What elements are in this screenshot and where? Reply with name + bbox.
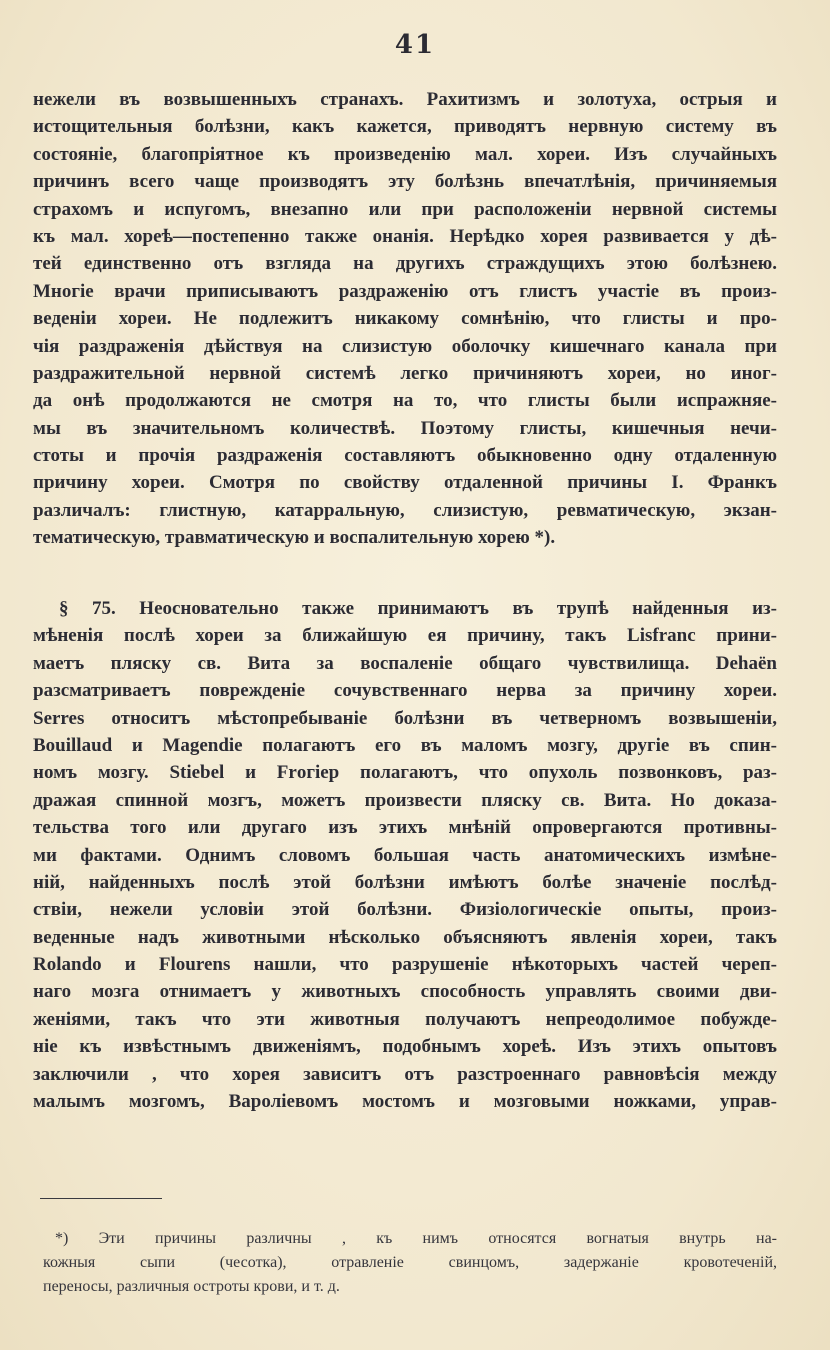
text-line: различалъ: глистную, катарральную, слизистую, ревматическую, экзан- <box>33 499 777 521</box>
footnote-line: *) Эти причины различны , къ нимъ относятся вогнатыя внутрь на- <box>55 1230 777 1247</box>
text-line: наго мозга отнимаетъ у животныхъ способность управлять своими дви- <box>33 981 777 1003</box>
text-line: чія раздраженія дѣйствуя на слизистую оболочку кишечнаго канала при <box>33 335 777 357</box>
text-line: да онѣ продолжаются не смотря на то, что глисты были испражняе- <box>33 390 777 412</box>
text-line: ми фактами. Однимъ словомъ большая часть анатомическихъ измѣне- <box>33 844 777 866</box>
footnote-line: переносы, различныя остроты крови, и т. д. <box>43 1278 340 1295</box>
text-line: маетъ пляску св. Вита за воспаленіе общаго чувствилища. Dehaën <box>33 652 777 674</box>
text-line: мѣненія послѣ хореи за ближайшую ея причину, такъ Lisfranc прини- <box>33 625 777 647</box>
text-line: ствіи, нежели условіи этой болѣзни. Физіологическіе опыты, произ- <box>33 899 777 921</box>
text-line: состояніе, благопріятное къ произведенію мал. хореи. Изъ случайныхъ <box>33 143 777 165</box>
text-line: Многіе врачи приписываютъ раздраженію отъ глистъ участіе въ произ- <box>33 280 777 302</box>
text-line: женіями, такъ что эти животныя получаютъ непреодолимое побужде- <box>33 1008 777 1030</box>
text-line: стоты и прочія раздраженія составляютъ обыкновенно одну отдаленную <box>33 445 777 467</box>
text-line: Rolando и Flourens нашли, что разрушеніе нѣкоторыхъ частей череп- <box>33 954 777 976</box>
footnote-divider <box>40 1198 162 1199</box>
text-line: Bouillaud и Magendie полагаютъ его въ маломъ мозгу, другіе въ спин- <box>33 734 777 756</box>
text-line: разсматриваетъ поврежденіе сочувственнаго нерва за причину хореи. <box>33 680 777 702</box>
text-line: номъ мозгу. Stiebel и Frогіер полагаютъ, что опухоль позвонковъ, раз- <box>33 762 777 784</box>
text-line: страхомъ и испугомъ, внезапно или при расположеніи нервной системы <box>33 198 777 220</box>
footnote <box>43 1227 777 1299</box>
paragraph-1 <box>33 86 777 552</box>
section-heading-line: § 75. Неосновательно также принимаютъ въ трупѣ найденныя из- <box>59 598 777 619</box>
footnote-line: кожныя сыпи (чесотка), отравленіе свинцомъ, задержаніе кровотеченій, <box>43 1254 777 1271</box>
page-number: 41 <box>394 30 436 60</box>
text-line: веденные надъ животными нѣсколько объясняютъ явленія хореи, такъ <box>33 926 777 948</box>
text-line: малымъ мозгомъ, Варолiевомъ мостомъ и мозговыми ножками, управ- <box>33 1091 777 1113</box>
text-line: веденіи хореи. Не подлежитъ никакому сомнѣнію, что глисты и про- <box>33 308 777 330</box>
text-line: ніе къ извѣстнымъ движеніямъ, подобнымъ хореѣ. Изъ этихъ опытовъ <box>33 1036 777 1058</box>
text-line: Serres относитъ мѣстопребываніе болѣзни въ четверномъ возвышеніи, <box>33 707 777 729</box>
text-line: дражая спинной мозгъ, можетъ произвести пляску св. Вита. Но доказа- <box>33 789 777 811</box>
text-line: тельства того или другаго изъ этихъ мнѣній опровергаются противны- <box>33 817 777 839</box>
text-line: причинъ всего чаще производятъ эту болѣзнь впечатлѣнія, причиняемыя <box>33 171 777 193</box>
text-line: тематическую, травматическую и воспалительную хорею *). <box>33 527 556 549</box>
text-line: нежели въ возвышенныхъ странахъ. Рахитизмъ и золотуха, острыя и <box>33 89 777 110</box>
text-line: тей единственно отъ взгляда на другихъ страждущихъ этою болѣзнею. <box>33 253 777 275</box>
paragraph-2 <box>33 595 777 1115</box>
text-line: къ мал. хореѣ—постепенно также онанія. Нерѣдко хорея развивается у дѣ- <box>33 225 777 247</box>
text-line: ній, найденныхъ послѣ этой болѣзни имѣютъ болѣе значеніе послѣд- <box>33 871 777 893</box>
text-line: мы въ значительномъ количествѣ. Поэтому глисты, кишечныя нечи- <box>33 417 777 439</box>
text-line: раздражительной нервной системѣ легко причиняютъ хореи, но иног- <box>33 362 777 384</box>
text-line: причину хореи. Смотря по свойству отдаленной причины I. Франкъ <box>33 472 777 494</box>
text-line: истощительныя болѣзни, какъ кажется, приводятъ нервную систему въ <box>33 116 777 138</box>
text-line: заключили , что хорея зависитъ отъ разстроеннаго равновѣсія между <box>33 1063 777 1085</box>
